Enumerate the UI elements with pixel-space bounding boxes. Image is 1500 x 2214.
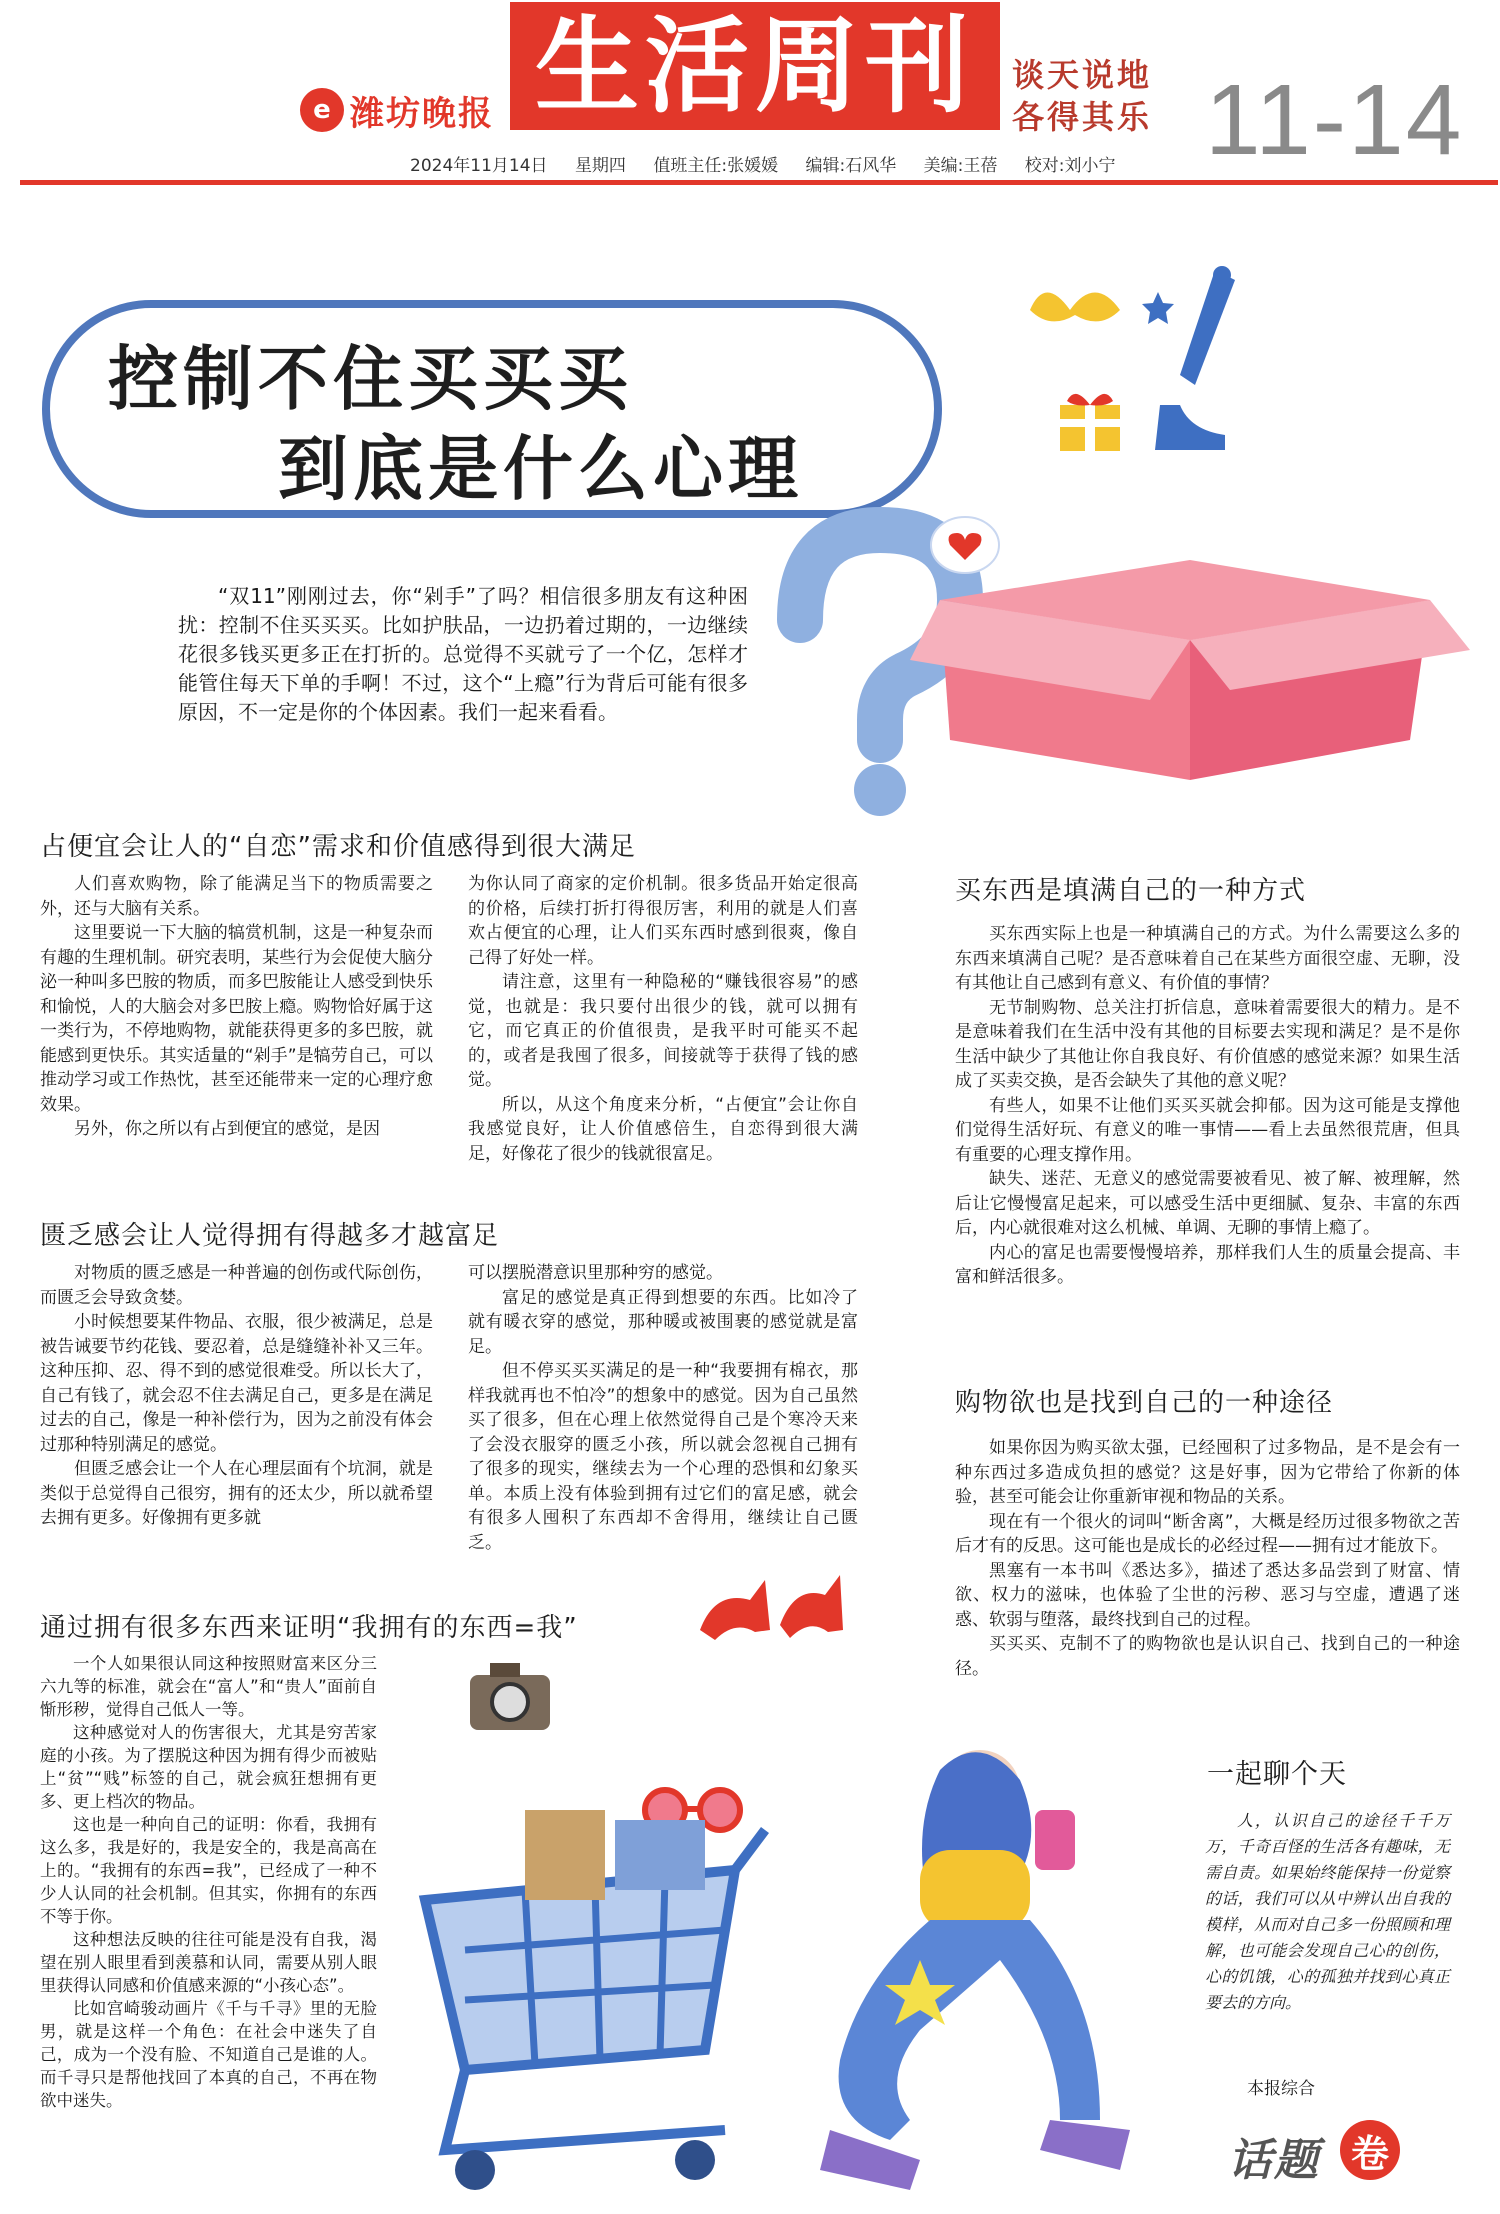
paragraph: 无节制购物、总关注打折信息，意味着需要很大的精力。是不是意味着我们在生活中没有其他的目标要去实现和满足？是不是你生活中缺少了其他让你自我良好、有价值感的感觉来源？如果生活成了买卖交换，是否会缺失了其他的意义呢？	[955, 997, 1460, 1091]
topic-badge: 卷	[1340, 2120, 1400, 2180]
paragraph: 所以，从这个角度来分析，“占便宜”会让你自我感觉良好，让人价值感倍生，自恋得到很大满足，好像花了很少的钱就很富足。	[468, 1094, 858, 1164]
intro-paragraph: “双11”刚刚过去，你“剁手”了吗？相信很多朋友有这种困扰：控制不住买买买。比如护肤品，一边扔着过期的，一边继续花很多钱买更多正在打折的。总觉得不买就亏了一个亿，怎样才能管住每天下单的手啊！不过，这个“上瘾”行为背后可能有很多原因，不一定是你的个体因素。我们一起来看看。	[178, 584, 748, 724]
heart-icon	[930, 515, 1000, 575]
info-editor: 编辑:石风华	[805, 156, 897, 176]
paragraph: 现在有一个很火的词叫“断舍离”，大概是经历过很多物欲之苦后才有的反思。这可能也是成长的必经过程——拥有过才能放下。	[955, 1511, 1460, 1556]
paragraph: 有些人，如果不让他们买买买就会抑郁。因为这可能是支撑他们觉得生活好玩、有意义的唯一事情——看上去虽然很荒唐，但具有重要的心理支撑作用。	[955, 1095, 1460, 1165]
section3-column	[40, 1652, 377, 2112]
brand-name: 潍坊晚报	[350, 94, 494, 134]
slogan-line2: 各得其乐	[1012, 98, 1153, 136]
paragraph: 内心的富足也需要慢慢培养，那样我们人生的质量会提高、丰富和鲜活很多。	[955, 1242, 1460, 1287]
paragraph: 可以摆脱潜意识里那种穷的感觉。	[468, 1263, 723, 1283]
necktie-icon	[1170, 265, 1240, 395]
shopping-cart-icon	[405, 1860, 785, 2205]
paragraph: 请注意，这里有一种隐秘的“赚钱很容易”的感觉，也就是：我只要付出很少的钱，就可以拥有它，而它真正的价值很贵，是我平时可能买不起的，或者是我囤了很多，间接就等于获得了钱的感觉。	[468, 972, 858, 1090]
section5-column	[955, 1436, 1460, 1681]
paragraph: 买东西实际上也是一种填满自己的方式。为什么需要这么多的东西来填满自己呢？是否意味着自己在某些方面很空虚、无聊，没有其他让自己感到有意义、有价值的事情？	[955, 924, 1460, 993]
chat-title: 一起聊个天	[1207, 1759, 1347, 1790]
section2-heading: 匮乏感会让人觉得拥有得越多才越富足	[40, 1221, 500, 1251]
paragraph: 另外，你之所以有占到便宜的感觉，是因	[74, 1119, 380, 1139]
info-weekday: 星期四	[574, 156, 626, 176]
paragraph: 这也是一种向自己的证明：你看，我拥有这么多，我是好的，我是安全的，我是高高在上的。“我拥有的东西=我”，已经成了一种不少人认同的社会机制。但其实，你拥有的东西不等于你。	[40, 1815, 377, 1926]
section3-heading: 通过拥有很多东西来证明“我拥有的东西=我”	[40, 1613, 578, 1643]
topic-label: 话题	[1228, 2135, 1320, 2186]
paragraph: 一个人如果很认同这种按照财富来区分三六九等的标准，就会在“富人”和“贵人”面前自惭形秽，觉得自己低人一等。	[40, 1654, 377, 1719]
paragraph: 人，认识自己的途径千千万万，千奇百怪的生活各有趣味，无需自责。如果始终能保持一份觉察的话，我们可以从中辨认出自我的模样，从而对自己多一份照顾和理解，也可能会发现自己心的创伤，心的饥饿，心的孤独并找到心真正要去的方向。	[1205, 1811, 1450, 2012]
paragraph: 对物质的匮乏感是一种普遍的创伤或代际创伤，而匮乏会导致贪婪。	[40, 1263, 433, 1308]
section4-heading: 买东西是填满自己的一种方式	[955, 876, 1307, 906]
info-art-editor: 美编:王蓓	[923, 156, 998, 176]
masthead-slogan	[1012, 54, 1152, 138]
paragraph: 这种感觉对人的伤害很大，尤其是穷苦家庭的小孩。为了摆脱这种因为拥有得少而被贴上“贫”“贱”标签的自己，就会疯狂想拥有更多、更上档次的物品。	[40, 1723, 377, 1811]
paragraph: 人们喜欢购物，除了能满足当下的物质需要之外，还与大脑有关系。	[40, 874, 433, 919]
brand-logo-icon: e	[300, 88, 344, 132]
star-icon	[1140, 290, 1176, 326]
paragraph: 但不停买买买满足的是一种“我要拥有棉衣，那样我就再也不怕冷”的想象中的感觉。因为自己虽然买了很多，但在心理上依然觉得自己是个寒冷天来了会没衣服穿的匮乏小孩，所以就会忽视自己拥有了很多的现实，继续去为一个心理的恐惧和幻象买单。本质上没有体验到拥有过它们的富足感，就会有很多人囤积了东西却不舍得用，继续让自己匮乏。	[468, 1361, 858, 1553]
section2-right-column	[468, 1261, 858, 1555]
issue-info-line	[410, 151, 1138, 176]
paragraph: 这种想法反映的往往可能是没有自我，渴望在别人眼里看到羡慕和认同，需要从别人眼里获得认同感和价值感来源的“小孩心态”。	[40, 1930, 377, 1995]
paragraph: 小时候想要某件物品、衣服，很少被满足，总是被告诫要节约花钱、要忍着，总是缝缝补补又三年。这种压抑、忍、得不到的感觉很难受。所以长大了，自己有钱了，就会忍不住去满足自己，更多是在满足过去的自己，像是一种补偿行为，因为之前没有体会过那种特别满足的感觉。	[40, 1312, 433, 1455]
headline-line1: 控制不住买买买	[108, 338, 633, 420]
slogan-line1: 谈天说地	[1012, 56, 1153, 94]
camera-icon	[465, 1655, 555, 1735]
paragraph: 如果你因为购买欲太强，已经囤积了过多物品，是不是会有一种东西过多造成负担的感觉？这是好事，因为它带给了你新的体验，甚至可能会让你重新审视和物品的关系。	[955, 1438, 1460, 1507]
info-date: 2024年11月14日	[410, 156, 548, 176]
paragraph: 买买买、克制不了的购物欲也是认识自己、找到自己的一种途径。	[955, 1634, 1460, 1679]
paragraph: 缺失、迷茫、无意义的感觉需要被看见、被了解、被理解，然后让它慢慢富足起来，可以感受生活中更细腻、复杂、丰富的东西后，内心就很难对这么机械、单调、无聊的事情上瘾了。	[955, 1169, 1460, 1238]
source-credit: 本报综合	[1247, 2079, 1315, 2099]
sneaker-icon	[1150, 395, 1230, 455]
headline-line2: 到底是什么心理	[278, 428, 803, 510]
paragraph: 黑塞有一本书叫《悉达多》，描述了悉达多品尝到了财富、情欲、权力的滋味，也体验了尘世的污秽、恶习与空虚，遭遇了迷惑、软弱与堕落，最终找到自己的过程。	[955, 1560, 1460, 1630]
high-heel-shoe-icon	[695, 1570, 845, 1660]
issue-date: 11-14	[1205, 64, 1464, 176]
paragraph: 为你认同了商家的定价机制。很多货品开始定很高的价格，后续打折打得很厉害，利用的就是人们喜欢占便宜的心理，让人们买东西时感到很爽，像自己得了好处一样。	[468, 874, 858, 968]
running-woman-icon	[800, 1740, 1140, 2200]
info-editor-in-charge: 值班主任:张媛媛	[653, 156, 779, 176]
paragraph: 富足的感觉是真正得到想要的东西。比如冷了就有暖衣穿的感觉，那种暖或被围裹的感觉就是富足。	[468, 1287, 858, 1357]
paragraph: 但匮乏感会让一个人在心理层面有个坑洞，就是类似于总觉得自己很穷，拥有的还太少，所以就希望去拥有更多。好像拥有更多就	[40, 1459, 433, 1528]
info-proofreader: 校对:刘小宁	[1024, 156, 1116, 176]
paragraph: 这里要说一下大脑的犒赏机制，这是一种复杂而有趣的生理机制。研究表明，某些行为会促使大脑分泌一种叫多巴胺的物质，而多巴胺能让人感受到快乐和愉悦，人的大脑会对多巴胺上瘾。购物恰好属于这一类行为，不停地购物，就能获得更多的多巴胺，就能感到更快乐。其实适量的“剁手”是犒劳自己，可以推动学习或工作热忱，甚至还能带来一定的心理疗愈效果。	[40, 923, 433, 1115]
bra-icon	[1020, 270, 1130, 340]
section1-right-column	[468, 872, 858, 1166]
masthead-title: 生活周刊	[510, 2, 1000, 130]
gift-icon	[1055, 385, 1125, 455]
section2-left-column	[40, 1261, 433, 1531]
section4-column	[955, 922, 1460, 1290]
section1-left-column	[40, 872, 433, 1142]
chat-body	[1205, 1808, 1450, 2016]
section1-heading: 占便宜会让人的“自恋”需求和价值感得到很大满足	[40, 832, 636, 862]
paragraph: 比如宫崎骏动画片《千与千寻》里的无脸男，就是这样一个角色：在社会中迷失了自己，成为一个没有脸、不知道自己是谁的人。而千寻只是帮他找回了本真的自己，不再在物欲中迷失。	[40, 1999, 377, 2110]
header-divider	[20, 180, 1498, 185]
section5-heading: 购物欲也是找到自己的一种途径	[955, 1388, 1334, 1418]
